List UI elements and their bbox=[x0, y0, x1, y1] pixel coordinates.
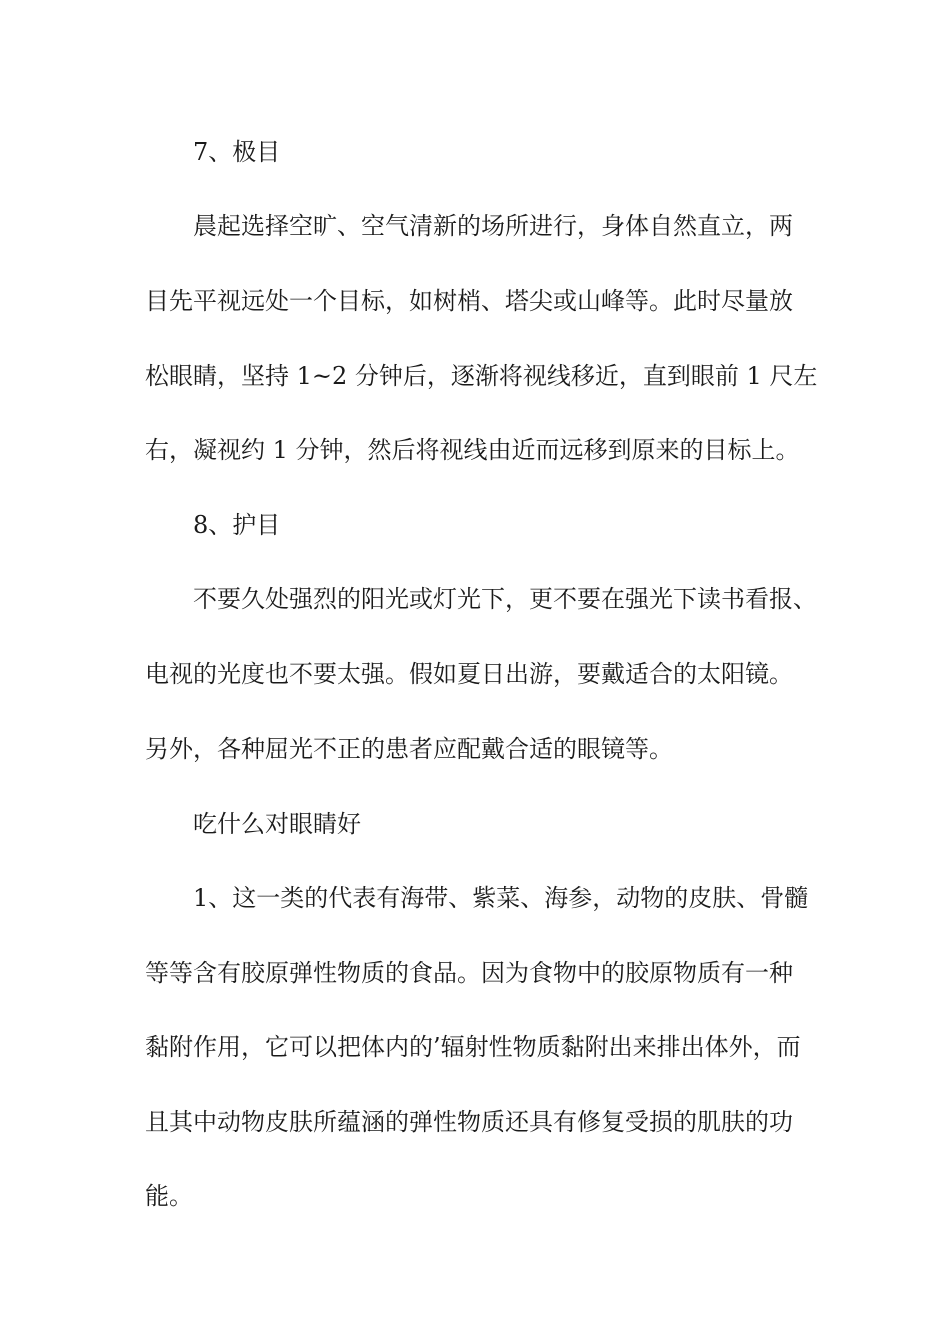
section-heading-7: 7、极目 bbox=[193, 138, 281, 166]
paragraph-line: 另外，各种屈光不正的患者应配戴合适的眼镜等。 bbox=[145, 735, 673, 763]
section-heading-8: 8、护目 bbox=[193, 511, 281, 539]
paragraph-line: 松眼睛，坚持 1~2 分钟后，逐渐将视线移近，直到眼前 1 尺左 bbox=[145, 362, 818, 390]
paragraph-line: 目先平视远处一个目标，如树梢、塔尖或山峰等。此时尽量放 bbox=[145, 287, 793, 315]
paragraph-line: 晨起选择空旷、空气清新的场所进行，身体自然直立，两 bbox=[193, 212, 793, 240]
paragraph-line: 黏附作用，它可以把体内的’辐射性物质黏附出来排出体外，而 bbox=[145, 1033, 801, 1061]
paragraph-line: 右，凝视约 1 分钟，然后将视线由近而远移到原来的目标上。 bbox=[145, 436, 800, 464]
paragraph-line: 1、这一类的代表有海带、紫菜、海参，动物的皮肤、骨髓 bbox=[193, 884, 809, 912]
paragraph-line: 等等含有胶原弹性物质的食品。因为食物中的胶原物质有一种 bbox=[145, 959, 793, 987]
paragraph-line: 能。 bbox=[145, 1182, 193, 1210]
paragraph-line: 电视的光度也不要太强。假如夏日出游，要戴适合的太阳镜。 bbox=[145, 660, 793, 688]
paragraph-line: 且其中动物皮肤所蕴涵的弹性物质还具有修复受损的肌肤的功 bbox=[145, 1108, 793, 1136]
section-heading-food: 吃什么对眼睛好 bbox=[193, 810, 361, 838]
paragraph-line: 不要久处强烈的阳光或灯光下，更不要在强光下读书看报、 bbox=[193, 585, 817, 613]
